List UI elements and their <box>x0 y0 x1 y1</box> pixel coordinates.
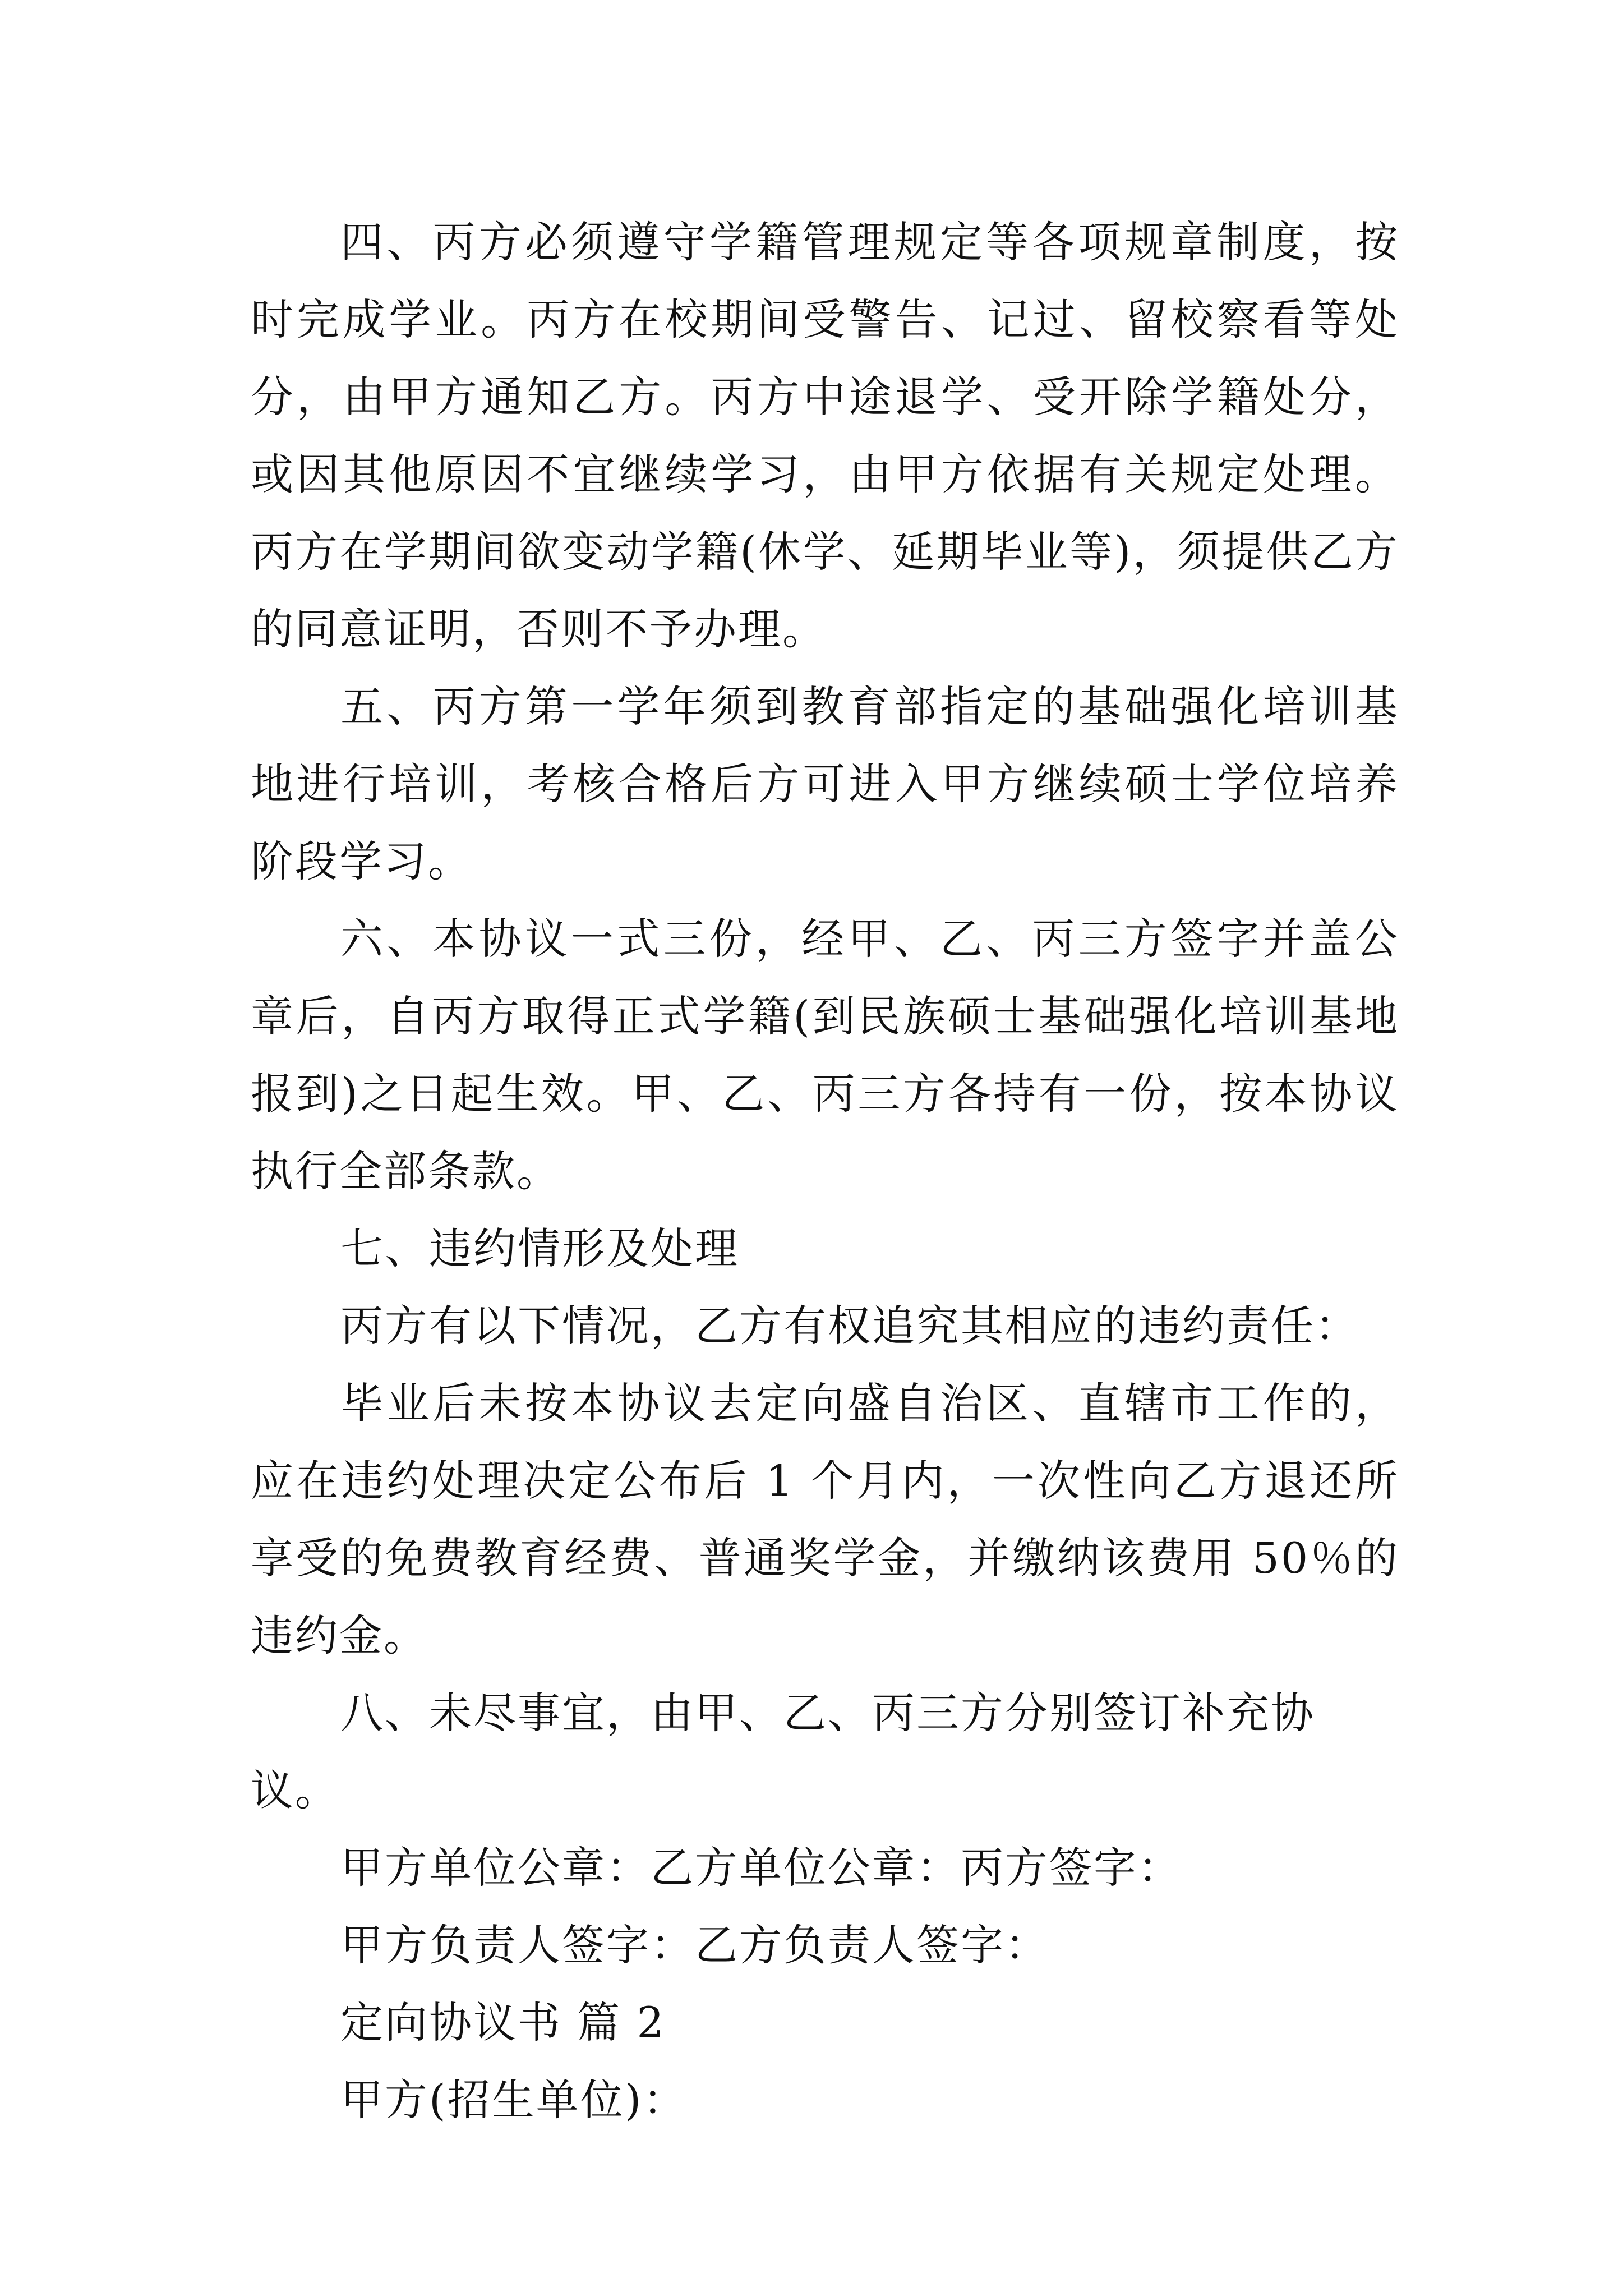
paragraph-clause-8: 八、未尽事宜，由甲、乙、丙三方分别签订补充协议。 <box>251 1688 1315 1815</box>
paragraph-clause-5: 五、丙方第一学年须到教育部指定的基础强化培训基地进行培训，考核合格后方可进入甲方继续硕士学位培养阶段学习。 <box>251 682 1399 886</box>
section-title-part-2: 定向协议书 篇 2 <box>340 1998 666 2047</box>
document-body <box>251 204 1399 2139</box>
paragraph-breach-intro: 丙方有以下情况，乙方有权追究其相应的违约责任： <box>340 1301 1359 1351</box>
paragraph-clause-7-heading: 七、违约情形及处理 <box>340 1223 739 1273</box>
signature-seals-line: 甲方单位公章：乙方单位公章：丙方签字： <box>340 1843 1182 1893</box>
paragraph-clause-6: 六、本协议一式三份，经甲、乙、丙三方签字并盖公章后，自丙方取得正式学籍(到民族硕士基础强化培训基地报到)之日起生效。甲、乙、丙三方各持有一份，按本协议执行全部条款。 <box>251 914 1399 1196</box>
signature-responsible-line: 甲方负责人签字：乙方负责人签字： <box>340 1920 1049 1970</box>
paragraph-clause-4: 四、丙方必须遵守学籍管理规定等各项规章制度，按时完成学业。丙方在校期间受警告、记过、留校察看等处分，由甲方通知乙方。丙方中途退学、受开除学籍处分，或因其他原因不宜继续学习，由甲方依据有关规定处理。丙方在学期间欲变动学籍(休学、延期毕业等)，须提供乙方的同意证明，否则不予办理。 <box>251 217 1399 654</box>
paragraph-breach-detail: 毕业后未按本协议去定向盛自治区、直辖市工作的，应在违约处理决定公布后 1 个月内，一次性向乙方退还所享受的免费教育经费、普通奖学金，并缴纳该费用 50％的违约金。 <box>251 1378 1399 1660</box>
party-a-line: 甲方(招生单位)： <box>340 2075 688 2125</box>
